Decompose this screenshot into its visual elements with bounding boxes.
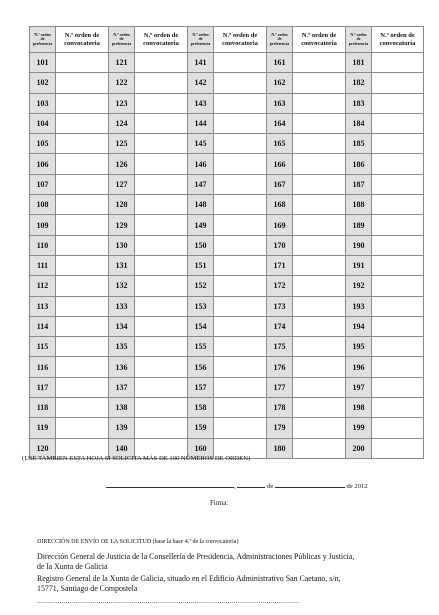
convocation-order-field[interactable] [293,438,346,458]
preference-number: 167 [267,174,293,194]
address-line-3: Registro General de la Xunta de Galicia, situado en el Edificio Administrativo San Caetano, s/n, [37,574,341,583]
table-row [30,316,424,336]
preference-number: 125 [109,134,135,154]
preference-number: 185 [346,134,372,154]
additional-sheet-note: (USE TAMBIEN ESTA HOJA SI SOLICITA MÁS DE 100 NÚMEROS DE ORDEN) [22,455,251,462]
preference-number: 123 [109,93,135,113]
preference-number: 165 [267,134,293,154]
convocation-order-field[interactable] [372,377,424,397]
preference-number: 191 [346,255,372,275]
convocation-order-field[interactable] [372,235,424,255]
preference-number: 158 [188,398,214,418]
header-pref-line: preferencia [190,40,211,46]
signature-label: Firma: [210,500,229,507]
preference-number: 198 [346,398,372,418]
convocation-order-field[interactable] [56,296,109,316]
convocation-order-field[interactable] [135,73,188,93]
preference-number: 174 [267,316,293,336]
header-conv-line: N.º orden de [380,32,415,39]
preference-number: 156 [188,357,214,377]
convocation-order-field[interactable] [372,113,424,133]
convocation-order-field[interactable] [214,276,267,296]
address-heading: DIRECCIÓN DE ENVÍO DE LA SOLICITUD (base la base 4.ª de la convocatoria) [37,539,239,545]
table-row [30,113,424,133]
header-conv-line: N.º orden de [64,32,100,39]
preference-number: 168 [267,195,293,215]
preference-number: 186 [346,154,372,174]
preference-number: 184 [346,113,372,133]
preference-number: 176 [267,357,293,377]
preference-number: 129 [109,215,135,235]
header-pref-line: N.º orden [113,31,130,37]
table-row [30,418,424,438]
preference-number: 188 [346,195,372,215]
preference-number: 196 [346,357,372,377]
preference-number: 181 [346,53,372,73]
convocation-order-field[interactable] [214,93,267,113]
preference-number: 114 [30,316,56,336]
convocation-order-field[interactable] [372,276,424,296]
convocation-order-field[interactable] [293,195,346,215]
header-conv-line: convocatoria [143,39,179,47]
preference-number: 139 [109,418,135,438]
preference-number: 190 [346,235,372,255]
header-pref-line: de [40,36,45,42]
preference-number: 128 [109,195,135,215]
convocation-order-field[interactable] [214,53,267,73]
convocation-order-field[interactable] [214,296,267,316]
preference-number: 142 [188,73,214,93]
preference-number: 150 [188,235,214,255]
preference-number: 177 [267,377,293,397]
preference-number: 148 [188,195,214,215]
table-row [30,377,424,397]
convocation-order-field[interactable] [135,134,188,154]
convocation-order-field[interactable] [214,235,267,255]
convocation-order-field[interactable] [135,53,188,73]
preference-number: 162 [267,73,293,93]
preference-number: 122 [109,73,135,93]
convocation-order-field[interactable] [214,377,267,397]
convocation-order-field[interactable] [214,418,267,438]
preference-number: 189 [346,215,372,235]
header-conv-line: convocatoria [222,39,258,47]
preference-number: 135 [109,337,135,357]
convocation-order-field[interactable] [135,296,188,316]
convocation-order-field[interactable] [56,53,109,73]
month-field[interactable] [275,481,345,488]
header-pref-line: N.º orden [350,31,367,37]
header-pref-line: preferencia [111,40,132,46]
preference-number: 192 [346,276,372,296]
table-row [30,134,424,154]
header-pref-line: de [277,36,282,42]
preference-number: 172 [267,276,293,296]
header-conv-line: convocatoria [301,39,337,47]
convocation-order-field[interactable] [56,154,109,174]
preference-number: 149 [188,215,214,235]
preference-number: 143 [188,93,214,113]
preference-number: 117 [30,377,56,397]
convocation-order-field[interactable] [372,134,424,154]
header-pref-line: preferencia [269,40,290,46]
preference-number: 138 [109,398,135,418]
convocation-order-field[interactable] [214,113,267,133]
convocation-order-field[interactable] [135,174,188,194]
convocation-order-field[interactable] [293,337,346,357]
header-pref-line: de [356,36,361,42]
convocation-order-field[interactable] [293,316,346,336]
header-pref-line: de [119,36,124,42]
convocation-order-field[interactable] [56,337,109,357]
preference-number: 152 [188,276,214,296]
convocation-order-field[interactable] [135,154,188,174]
preference-number: 136 [109,357,135,377]
convocation-order-field[interactable] [56,357,109,377]
convocation-order-field[interactable] [293,235,346,255]
convocation-order-field[interactable] [372,438,424,458]
convocation-order-field[interactable] [372,154,424,174]
header-convocation-order [372,27,424,53]
convocation-order-field[interactable] [372,337,424,357]
convocation-order-field[interactable] [293,357,346,377]
convocation-order-field[interactable] [214,357,267,377]
convocation-order-field[interactable] [293,418,346,438]
table-row [30,235,424,255]
header-preference-order [267,27,293,53]
convocation-order-field[interactable] [56,113,109,133]
preference-number: 109 [30,215,56,235]
preference-number: 107 [30,174,56,194]
preference-number: 170 [267,235,293,255]
convocation-order-field[interactable] [135,195,188,215]
convocation-order-field[interactable] [56,215,109,235]
preference-number: 173 [267,296,293,316]
header-pref-line: N.º orden [271,31,288,37]
date-year: 2012 [354,483,368,490]
convocation-order-field[interactable] [372,255,424,275]
table-row [30,296,424,316]
header-preference-order [188,27,214,53]
preference-number: 103 [30,93,56,113]
header-preference-order [109,27,135,53]
preference-number: 145 [188,134,214,154]
table-row [30,398,424,418]
table-row [30,154,424,174]
convocation-order-field[interactable] [293,255,346,275]
convocation-order-field[interactable] [372,73,424,93]
convocation-order-field[interactable] [135,357,188,377]
preference-number: 151 [188,255,214,275]
preference-number: 120 [30,438,56,458]
table-row [30,357,424,377]
convocation-order-field[interactable] [135,235,188,255]
convocation-order-field[interactable] [214,255,267,275]
address-line-2: de la Xunta de Galicia [37,562,108,571]
convocation-order-field[interactable] [135,255,188,275]
preference-number: 200 [346,438,372,458]
preference-number: 175 [267,337,293,357]
convocation-order-field[interactable] [135,418,188,438]
table-row [30,215,424,235]
table-header-row [30,27,424,53]
convocation-order-field[interactable] [135,215,188,235]
preference-number: 154 [188,316,214,336]
table-row [30,73,424,93]
header-pref-line: preferencia [32,40,53,46]
preference-number: 153 [188,296,214,316]
convocation-order-field[interactable] [293,377,346,397]
convocation-order-field[interactable] [372,174,424,194]
header-convocation-order [214,27,267,53]
preference-number: 105 [30,134,56,154]
convocation-order-field[interactable] [56,195,109,215]
header-convocation-order [135,27,188,53]
table-row [30,195,424,215]
preference-number: 127 [109,174,135,194]
header-conv-line: convocatoria [64,39,100,47]
dotted-line: ................................................................................................................................ [37,597,300,605]
convocation-order-field[interactable] [56,93,109,113]
convocation-order-field[interactable] [135,113,188,133]
preference-number: 180 [267,438,293,458]
convocation-order-field[interactable] [135,93,188,113]
convocation-order-field[interactable] [293,73,346,93]
preference-number: 113 [30,296,56,316]
convocation-order-field[interactable] [56,174,109,194]
preference-number: 166 [267,154,293,174]
preference-number: 132 [109,276,135,296]
convocation-order-field[interactable] [293,215,346,235]
preference-number: 140 [109,438,135,458]
preference-number: 164 [267,113,293,133]
convocation-order-field[interactable] [214,174,267,194]
convocation-order-field[interactable] [214,215,267,235]
convocation-order-field[interactable] [372,418,424,438]
convocation-order-field[interactable] [135,377,188,397]
convocation-order-field[interactable] [56,235,109,255]
preference-number: 141 [188,53,214,73]
convocation-order-field[interactable] [372,53,424,73]
convocation-order-field[interactable] [56,398,109,418]
convocation-order-field[interactable] [372,93,424,113]
convocation-order-field[interactable] [214,73,267,93]
preference-number: 131 [109,255,135,275]
header-pref-line: de [198,36,203,42]
convocation-order-field[interactable] [214,154,267,174]
preference-number: 108 [30,195,56,215]
header-conv-line: N.º orden de [301,32,337,39]
preference-number: 197 [346,377,372,397]
header-conv-line: N.º orden de [143,32,179,39]
preference-number: 126 [109,154,135,174]
preference-number: 179 [267,418,293,438]
convocation-order-field[interactable] [135,316,188,336]
header-pref-line: N.º orden [34,31,51,37]
preference-number: 160 [188,438,214,458]
convocation-order-field[interactable] [56,377,109,397]
convocation-order-field[interactable] [56,316,109,336]
preference-number: 161 [267,53,293,73]
table-row [30,93,424,113]
table-row [30,174,424,194]
preference-number: 144 [188,113,214,133]
preference-number: 111 [30,255,56,275]
preference-number: 169 [267,215,293,235]
preference-number: 130 [109,235,135,255]
convocation-order-field[interactable] [135,337,188,357]
address-line-4: 15771, Santiago de Compostela [37,584,138,593]
preference-number: 159 [188,418,214,438]
preference-number: 137 [109,377,135,397]
convocation-order-field[interactable] [372,357,424,377]
convocation-order-field[interactable] [293,398,346,418]
preference-number: 134 [109,316,135,336]
convocation-order-field[interactable] [56,276,109,296]
preference-number: 147 [188,174,214,194]
convocation-order-field[interactable] [293,174,346,194]
preference-number: 163 [267,93,293,113]
preference-number: 112 [30,276,56,296]
preference-number: 183 [346,93,372,113]
preference-number: 178 [267,398,293,418]
header-conv-line: convocatoria [379,39,416,47]
preference-number: 171 [267,255,293,275]
preference-number: 119 [30,418,56,438]
preference-number: 118 [30,398,56,418]
preference-number: 199 [346,418,372,438]
convocation-order-field[interactable] [293,134,346,154]
header-pref-line: N.º orden [192,31,209,37]
convocation-order-field[interactable] [135,398,188,418]
convocation-order-field[interactable] [56,134,109,154]
convocation-order-field[interactable] [214,316,267,336]
day-field[interactable] [237,481,265,488]
preference-number: 146 [188,154,214,174]
convocation-order-field[interactable] [293,296,346,316]
table-row [30,276,424,296]
preference-number: 155 [188,337,214,357]
convocation-order-field[interactable] [214,195,267,215]
table-row [30,53,424,73]
convocation-order-field[interactable] [293,276,346,296]
convocation-order-field[interactable] [56,73,109,93]
convocation-order-field[interactable] [135,276,188,296]
convocation-order-field[interactable] [293,113,346,133]
convocation-order-field[interactable] [56,418,109,438]
preference-number: 104 [30,113,56,133]
address-line-1: Dirección General de Justicia de la Consellería de Presidencia, Administraciones Públicas y Justicia, [37,552,355,561]
preference-number: 124 [109,113,135,133]
convocation-order-field[interactable] [214,398,267,418]
preference-number: 182 [346,73,372,93]
preference-number: 115 [30,337,56,357]
convocation-order-field[interactable] [293,93,346,113]
header-convocation-order [56,27,109,53]
preference-number: 116 [30,357,56,377]
convocation-order-field[interactable] [214,134,267,154]
date-line [106,481,368,490]
convocation-order-field[interactable] [372,398,424,418]
preference-order-table [29,26,424,459]
preference-number: 157 [188,377,214,397]
convocation-order-field[interactable] [372,316,424,336]
preference-number: 102 [30,73,56,93]
convocation-order-field[interactable] [372,296,424,316]
convocation-order-field[interactable] [293,53,346,73]
preference-number: 193 [346,296,372,316]
preference-number: 101 [30,53,56,73]
convocation-order-field[interactable] [372,215,424,235]
table-row [30,337,424,357]
header-pref-line: preferencia [348,40,369,46]
header-convocation-order [293,27,346,53]
preference-number: 187 [346,174,372,194]
preference-number: 133 [109,296,135,316]
date-de-2: de [346,483,353,490]
preference-number: 195 [346,337,372,357]
convocation-order-field[interactable] [372,195,424,215]
header-preference-order [346,27,372,53]
table-row [30,255,424,275]
header-preference-order [30,27,56,53]
convocation-order-field[interactable] [293,154,346,174]
preference-number: 121 [109,53,135,73]
preference-number: 106 [30,154,56,174]
convocation-order-field[interactable] [214,337,267,357]
date-separator: , [234,483,236,490]
place-field[interactable] [106,481,234,488]
preference-number: 110 [30,235,56,255]
preference-number: 194 [346,316,372,336]
date-de-1: de [266,483,274,490]
header-conv-line: N.º orden de [222,32,258,39]
convocation-order-field[interactable] [56,255,109,275]
